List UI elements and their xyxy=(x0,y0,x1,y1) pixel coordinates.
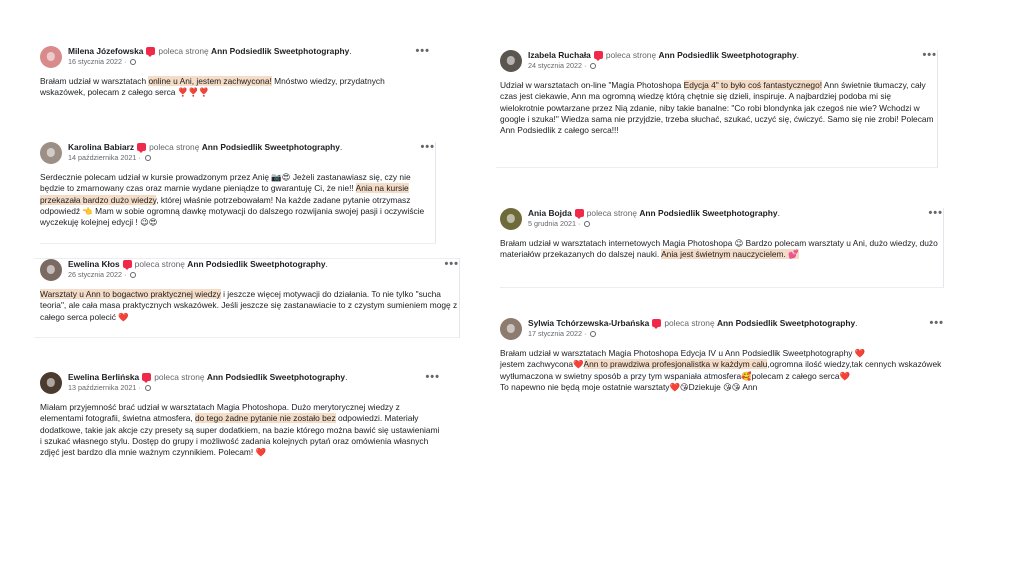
text-segment: To napewno nie będą moje ostatnie warsztaty❤️😘Dziekuje 😘😘 Ann xyxy=(500,381,758,392)
globe-icon xyxy=(590,331,596,337)
review-date[interactable]: 26 stycznia 2022 xyxy=(68,270,122,279)
recommend-icon xyxy=(652,319,661,327)
page-name-link[interactable]: Ann Podsiedlik Sweetphotography xyxy=(211,46,350,56)
highlighted-text: Warsztaty u Ann to bogactwo praktycznej wiedzy xyxy=(40,289,221,299)
text-segment: odpowiedzi. Materiały dodatkowe, takie jak akcje czy presety są super dodatkiem, na bazie którego można bawić się ustawieniami i szukać własnego stylu. Dostęp do grupy i możliwość zadania kolejnych pytań oraz omówienia własnych zdjęć jest bardzo dla mnie ważnym czynnikiem. Polecam! ❤️ xyxy=(40,413,440,458)
page-name-link[interactable]: Ann Podsiedlik Sweetphotography xyxy=(206,372,346,382)
review-date[interactable]: 24 stycznia 2022 xyxy=(528,61,582,70)
text-segment: jestem zachwycona❤️ xyxy=(500,359,584,370)
review-card xyxy=(496,50,938,168)
text-segment: Brałam udział w warsztatach Magia Photoshopa Edycja IV u Ann Podsiedlik Sweetphotography ❤️ xyxy=(500,348,866,358)
review-meta xyxy=(528,318,929,339)
page-name-link[interactable]: Ann Podsiedlik Sweetphotography xyxy=(716,318,856,328)
recommendation-line: Izabela Ruchała poleca stronę Ann Podsiedlik Sweetphotography. xyxy=(528,50,799,60)
text-segment: i jeszcze więcej motywacji do działania. To nie tylko "sucha teoria", ale cała masa praktycznych wskazówek. Jeśli jeszcze się zastanawiacie to z czystym sumieniem mogę z całego serca polecić ❤️ xyxy=(40,289,458,322)
text-segment: Brałam udział w warsztatach internetowych Magia Photoshopa 😉 Bardzo polecam warsztaty u Ani, dużo wiedzy, dużo materiałów przekazanych do dalszej nauki. xyxy=(500,238,938,260)
review-date[interactable]: 17 stycznia 2022 xyxy=(528,329,582,338)
review-text xyxy=(40,402,440,458)
recommends-label: poleca stronę xyxy=(664,318,715,328)
more-options-icon[interactable]: ••• xyxy=(420,141,435,153)
recommend-icon xyxy=(137,143,146,151)
reviewer-name[interactable]: Sylwia Tchórzewska-Urbańska xyxy=(528,318,650,328)
review-header xyxy=(40,372,440,394)
reviewer-name[interactable]: Izabela Ruchała xyxy=(528,50,591,60)
review-text xyxy=(500,348,944,393)
recommendation-line: Sylwia Tchórzewska-Urbańska poleca stronę Ann Podsiedlik Sweetphotography. xyxy=(528,318,858,328)
more-options-icon[interactable]: ••• xyxy=(425,371,440,383)
review-text xyxy=(500,238,943,261)
globe-icon xyxy=(590,63,596,69)
review-card xyxy=(500,318,944,393)
review-header xyxy=(500,208,943,230)
review-card xyxy=(40,142,436,244)
globe-icon xyxy=(584,221,590,227)
reviewer-name[interactable]: Ania Bojda xyxy=(528,208,572,218)
recommends-label: poleca stronę xyxy=(158,46,209,56)
review-header xyxy=(500,318,944,340)
review-text xyxy=(40,289,459,323)
text-segment: Serdecznie polecam udział w kursie prowadzonym przez Anię 📷😍 Jeżeli zastanawiasz się, czy nie będzie to zmarnowany czas oraz marnie wydane pieniądze to gwarantuję Ci, że nie!! xyxy=(40,172,411,194)
review-header xyxy=(40,259,459,281)
more-options-icon[interactable]: ••• xyxy=(415,45,430,57)
review-date-line: 17 stycznia 2022 · xyxy=(528,329,929,339)
recommend-icon xyxy=(146,47,155,55)
review-meta xyxy=(68,372,425,393)
text-segment: Ann świetnie tłumaczy, cały czas jest ciekawie, Ann ma ogromną wiedzę którą chętnie się dzieli, inspiruje. A najbardziej podoba mi się wielokrotnie powtarzane przez Nią zdanie, niby takie banalne: "Co robi blondynka jak czegoś nie wie? Wchodzi w google i szuka!" Wiedza sama nie przyjdzie, trzeba słuchać, szukać, uczyć się, ćwiczyć. Samo się nie zrobi! Polecam Ann Podsiedlik z całego serca!!! xyxy=(500,80,934,136)
highlighted-text: Ania jest świetnym nauczycielem. 💕 xyxy=(661,249,799,260)
avatar[interactable] xyxy=(500,208,522,230)
globe-icon xyxy=(145,155,151,161)
highlighted-text: online u Ani, jestem zachwycona! xyxy=(148,76,272,86)
reviewer-name[interactable]: Milena Józefowska xyxy=(68,46,144,56)
highlighted-text: Ania na kursie przekazała bardzo dużo wiedzy xyxy=(40,183,409,205)
review-meta xyxy=(528,208,928,229)
avatar[interactable] xyxy=(40,372,62,394)
more-options-icon[interactable]: ••• xyxy=(444,258,459,270)
avatar[interactable] xyxy=(40,142,62,164)
more-options-icon[interactable]: ••• xyxy=(928,207,943,219)
avatar[interactable] xyxy=(500,318,522,340)
recommendation-line: Milena Józefowska poleca stronę Ann Podsiedlik Sweetphotography. xyxy=(68,46,352,56)
avatar[interactable] xyxy=(40,259,62,281)
review-card xyxy=(40,46,430,99)
more-options-icon[interactable]: ••• xyxy=(922,49,937,61)
reviewer-name[interactable]: Ewelina Kłos xyxy=(68,259,120,269)
review-header xyxy=(500,50,937,72)
review-date-line: 14 października 2021 · xyxy=(68,153,420,163)
recommends-label: poleca stronę xyxy=(586,208,638,218)
review-card xyxy=(40,372,440,458)
review-meta xyxy=(68,142,420,163)
review-date[interactable]: 13 października 2021 xyxy=(68,383,137,392)
recommends-label: poleca stronę xyxy=(149,142,200,152)
review-text xyxy=(40,172,435,228)
text-segment: , której właśnie potrzebowałam! Na każde zadane pytanie otrzymasz odpowiedź 👈 Mam w sobie ogromną dawkę motywacji do dalszego rozwijania swojej pasji i oczywiście wyczekuję kolejnej edycji ! 😉😍 xyxy=(40,194,425,228)
highlighted-text: Edycja 4" to było coś fantastycznego! xyxy=(683,80,823,90)
reviewer-name[interactable]: Ewelina Berlińska xyxy=(68,372,140,382)
recommend-icon xyxy=(142,373,151,381)
recommendation-line: Ewelina Berlińska poleca stronę Ann Podsiedlik Sweetphotography. xyxy=(68,372,348,382)
globe-icon xyxy=(130,272,136,278)
review-date[interactable]: 14 października 2021 xyxy=(68,153,137,162)
review-card xyxy=(500,208,944,288)
recommends-label: poleca stronę xyxy=(154,372,205,382)
avatar[interactable] xyxy=(500,50,522,72)
page-name-link[interactable]: Ann Podsiedlik Sweetphotography xyxy=(658,50,797,60)
text-segment: Miałam przyjemność brać udział w warsztatach Magia Photoshopa. Dużo merytorycznej wiedzy z elementami fotografii, świetna atmosfera, xyxy=(40,402,400,424)
review-text xyxy=(40,76,430,99)
review-meta xyxy=(68,46,415,67)
review-date-line: 5 grudnia 2021 · xyxy=(528,219,928,229)
review-date[interactable]: 5 grudnia 2021 xyxy=(528,219,576,228)
recommendation-line: Ewelina Kłos poleca stronę Ann Podsiedlik Sweetphotography. xyxy=(68,259,328,269)
recommends-label: poleca stronę xyxy=(134,259,185,269)
more-options-icon[interactable]: ••• xyxy=(929,317,944,329)
review-date-line: 13 października 2021 · xyxy=(68,383,425,393)
avatar[interactable] xyxy=(40,46,62,68)
review-meta xyxy=(528,50,922,71)
globe-icon xyxy=(145,385,151,391)
page-name-link[interactable]: Ann Podsiedlik Sweetphotography xyxy=(187,259,326,269)
review-card xyxy=(34,258,460,338)
text-segment: Udział w warsztatach on-line "Magia Photoshopa xyxy=(500,80,684,90)
recommend-icon xyxy=(575,209,584,217)
review-date-line: 24 stycznia 2022 · xyxy=(528,61,922,71)
highlighted-text: Ann to prawdziwa profesjonalistka w każdym calu xyxy=(583,359,768,370)
highlighted-text: do tego żadne pytanie nie zostało bez xyxy=(195,413,336,424)
recommend-icon xyxy=(594,51,603,59)
text-segment: Brałam udział w warsztatach xyxy=(40,76,149,86)
recommendation-line: Karolina Babiarz poleca stronę Ann Podsiedlik Sweetphotography. xyxy=(68,142,343,152)
review-header xyxy=(40,142,435,164)
review-date[interactable]: 16 stycznia 2022 xyxy=(68,57,122,66)
page-name-link[interactable]: Ann Podsiedlik Sweetphotography xyxy=(201,142,340,152)
recommends-label: poleca stronę xyxy=(605,50,657,60)
recommendation-line: Ania Bojda poleca stronę Ann Podsiedlik Sweetphotography. xyxy=(528,208,780,218)
page-name-link[interactable]: Ann Podsiedlik Sweetphotography xyxy=(639,208,778,218)
text-segment: Mnóstwo wiedzy, przydatnych wskazówek, polecam z całego serca ❣️❣️❣️ xyxy=(40,76,385,98)
globe-icon xyxy=(130,59,136,65)
review-header xyxy=(40,46,430,68)
review-date-line: 16 stycznia 2022 · xyxy=(68,57,415,67)
review-text xyxy=(500,80,937,136)
recommend-icon xyxy=(123,260,132,268)
review-meta xyxy=(68,259,444,280)
reviewer-name[interactable]: Karolina Babiarz xyxy=(68,142,135,152)
text-segment: ,ogromna ilość wiedzy,tak cennych wskazówek wytłumaczona w swietny sposób a przy tym wspaniała atmosfera🥰polecam z całego serca❤️ xyxy=(500,359,942,381)
review-date-line: 26 stycznia 2022 · xyxy=(68,270,444,280)
